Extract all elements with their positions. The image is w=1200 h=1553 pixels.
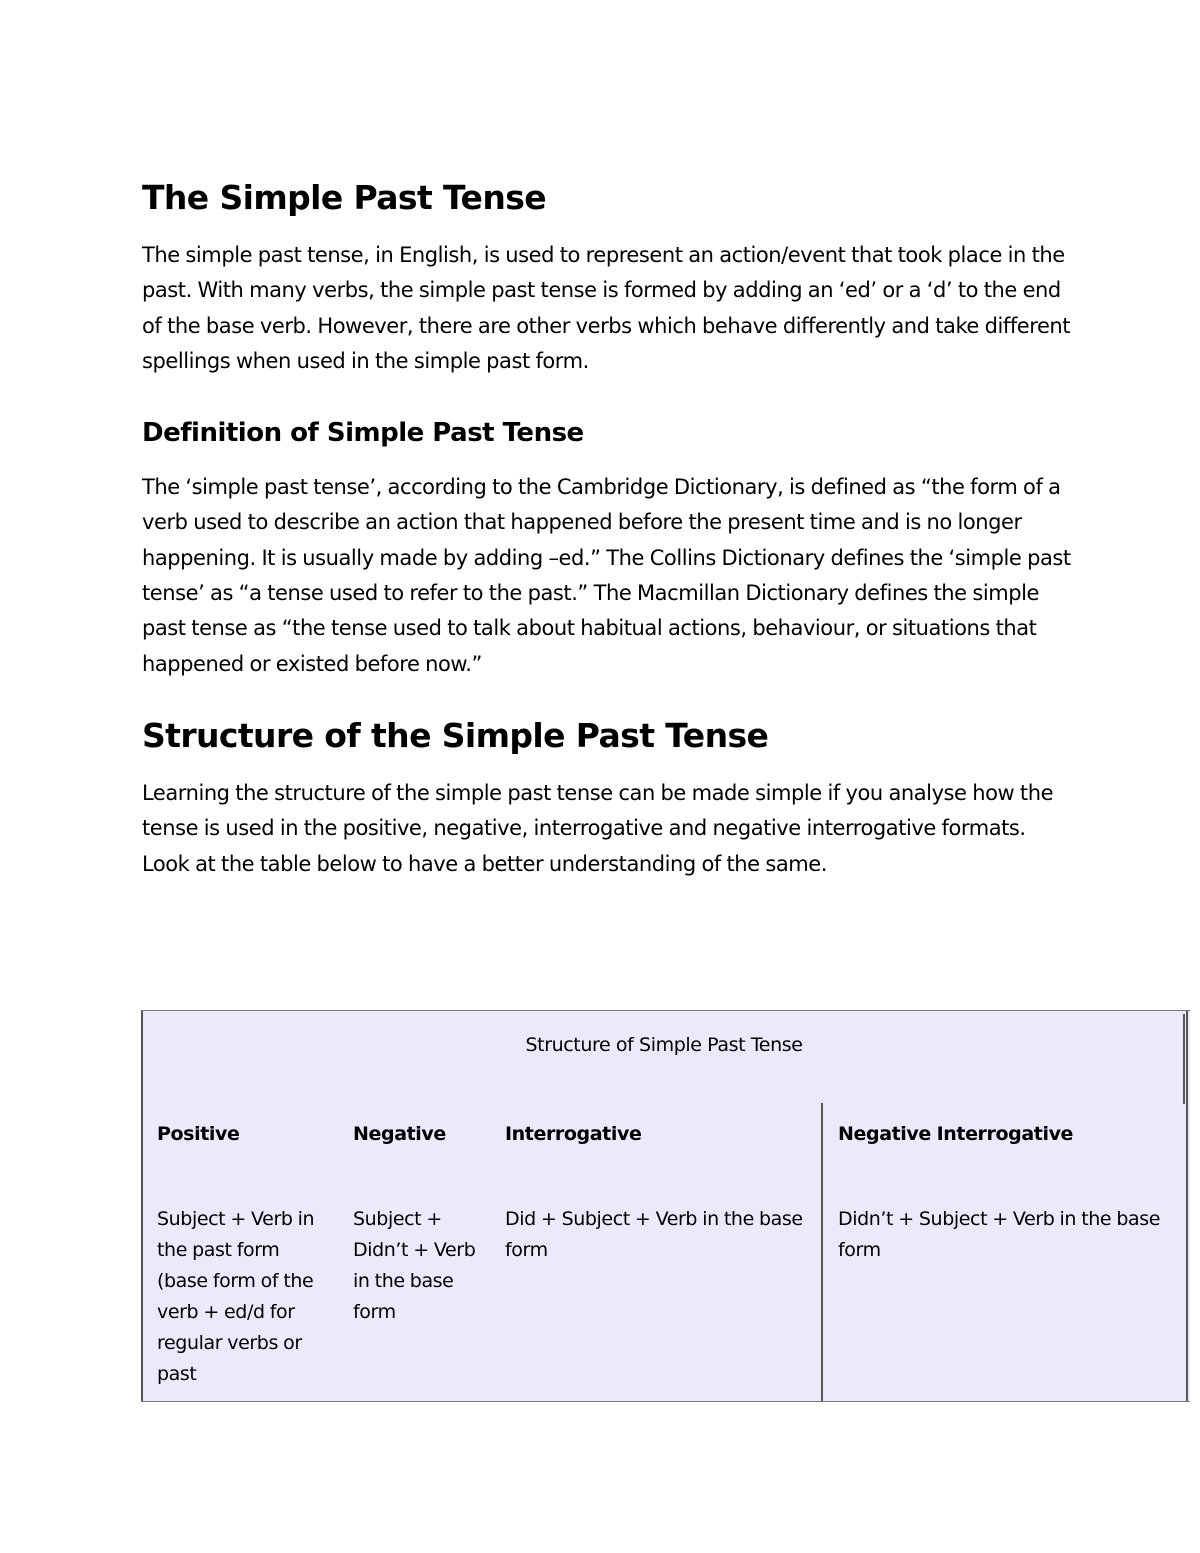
table-border-right — [1186, 1011, 1188, 1401]
table-border-right-top — [1183, 1014, 1185, 1104]
structure-heading: Structure of the Simple Past Tense — [142, 715, 769, 755]
table-header-interrogative: Interrogative — [505, 1123, 642, 1145]
table-caption: Structure of Simple Past Tense — [525, 1034, 803, 1056]
structure-paragraph: Learning the structure of the simple past tense can be made simple if you analyse how the tense is used in the positive, negative, interrogative and negative interrogative formats. Look at the table below to have a better understanding of the same. — [142, 780, 1054, 876]
table-header-negative-interrogative: Negative Interrogative — [838, 1123, 1074, 1145]
table-cell-negative: Subject + Didn’t + Verb in the base form — [353, 1208, 476, 1323]
table-cell-negative-interrogative: Didn’t + Subject + Verb in the base form — [838, 1208, 1161, 1261]
table-border-left — [141, 1011, 143, 1401]
column-divider-header — [821, 1103, 823, 1191]
intro-paragraph: The simple past tense, in English, is used to represent an action/event that took place in the past. With many verbs, the simple past tense is formed by adding an ‘ed’ or a ‘d’ to the end of the base verb. However, there are other verbs which behave differently and take different spellings when used in the simple past form. — [142, 243, 1071, 373]
table-header-negative: Negative — [353, 1123, 446, 1145]
table-cell-positive: Subject + Verb in the past form (base form of the verb + ed/d for regular verbs or past — [157, 1208, 315, 1385]
table-cell-interrogative: Did + Subject + Verb in the base form — [505, 1208, 803, 1261]
page-title: The Simple Past Tense — [142, 178, 547, 217]
column-divider-body — [821, 1191, 823, 1401]
definition-paragraph: The ‘simple past tense’, according to the Cambridge Dictionary, is defined as “the form of a verb used to describe an action that happened before the present time and is no longer happening. It is usually made by adding –ed.” The Collins Dictionary defines the ‘simple past tense’ as “a tense used to refer to the past.” The Macmillan Dictionary defines the simple past tense as “the tense used to talk about habitual actions, behaviour, or situations that happened or existed before now.” — [142, 475, 1071, 676]
structure-table — [141, 1010, 1190, 1402]
article-body — [142, 178, 1072, 882]
definition-heading: Definition of Simple Past Tense — [142, 418, 584, 449]
table-header-positive: Positive — [157, 1123, 240, 1145]
